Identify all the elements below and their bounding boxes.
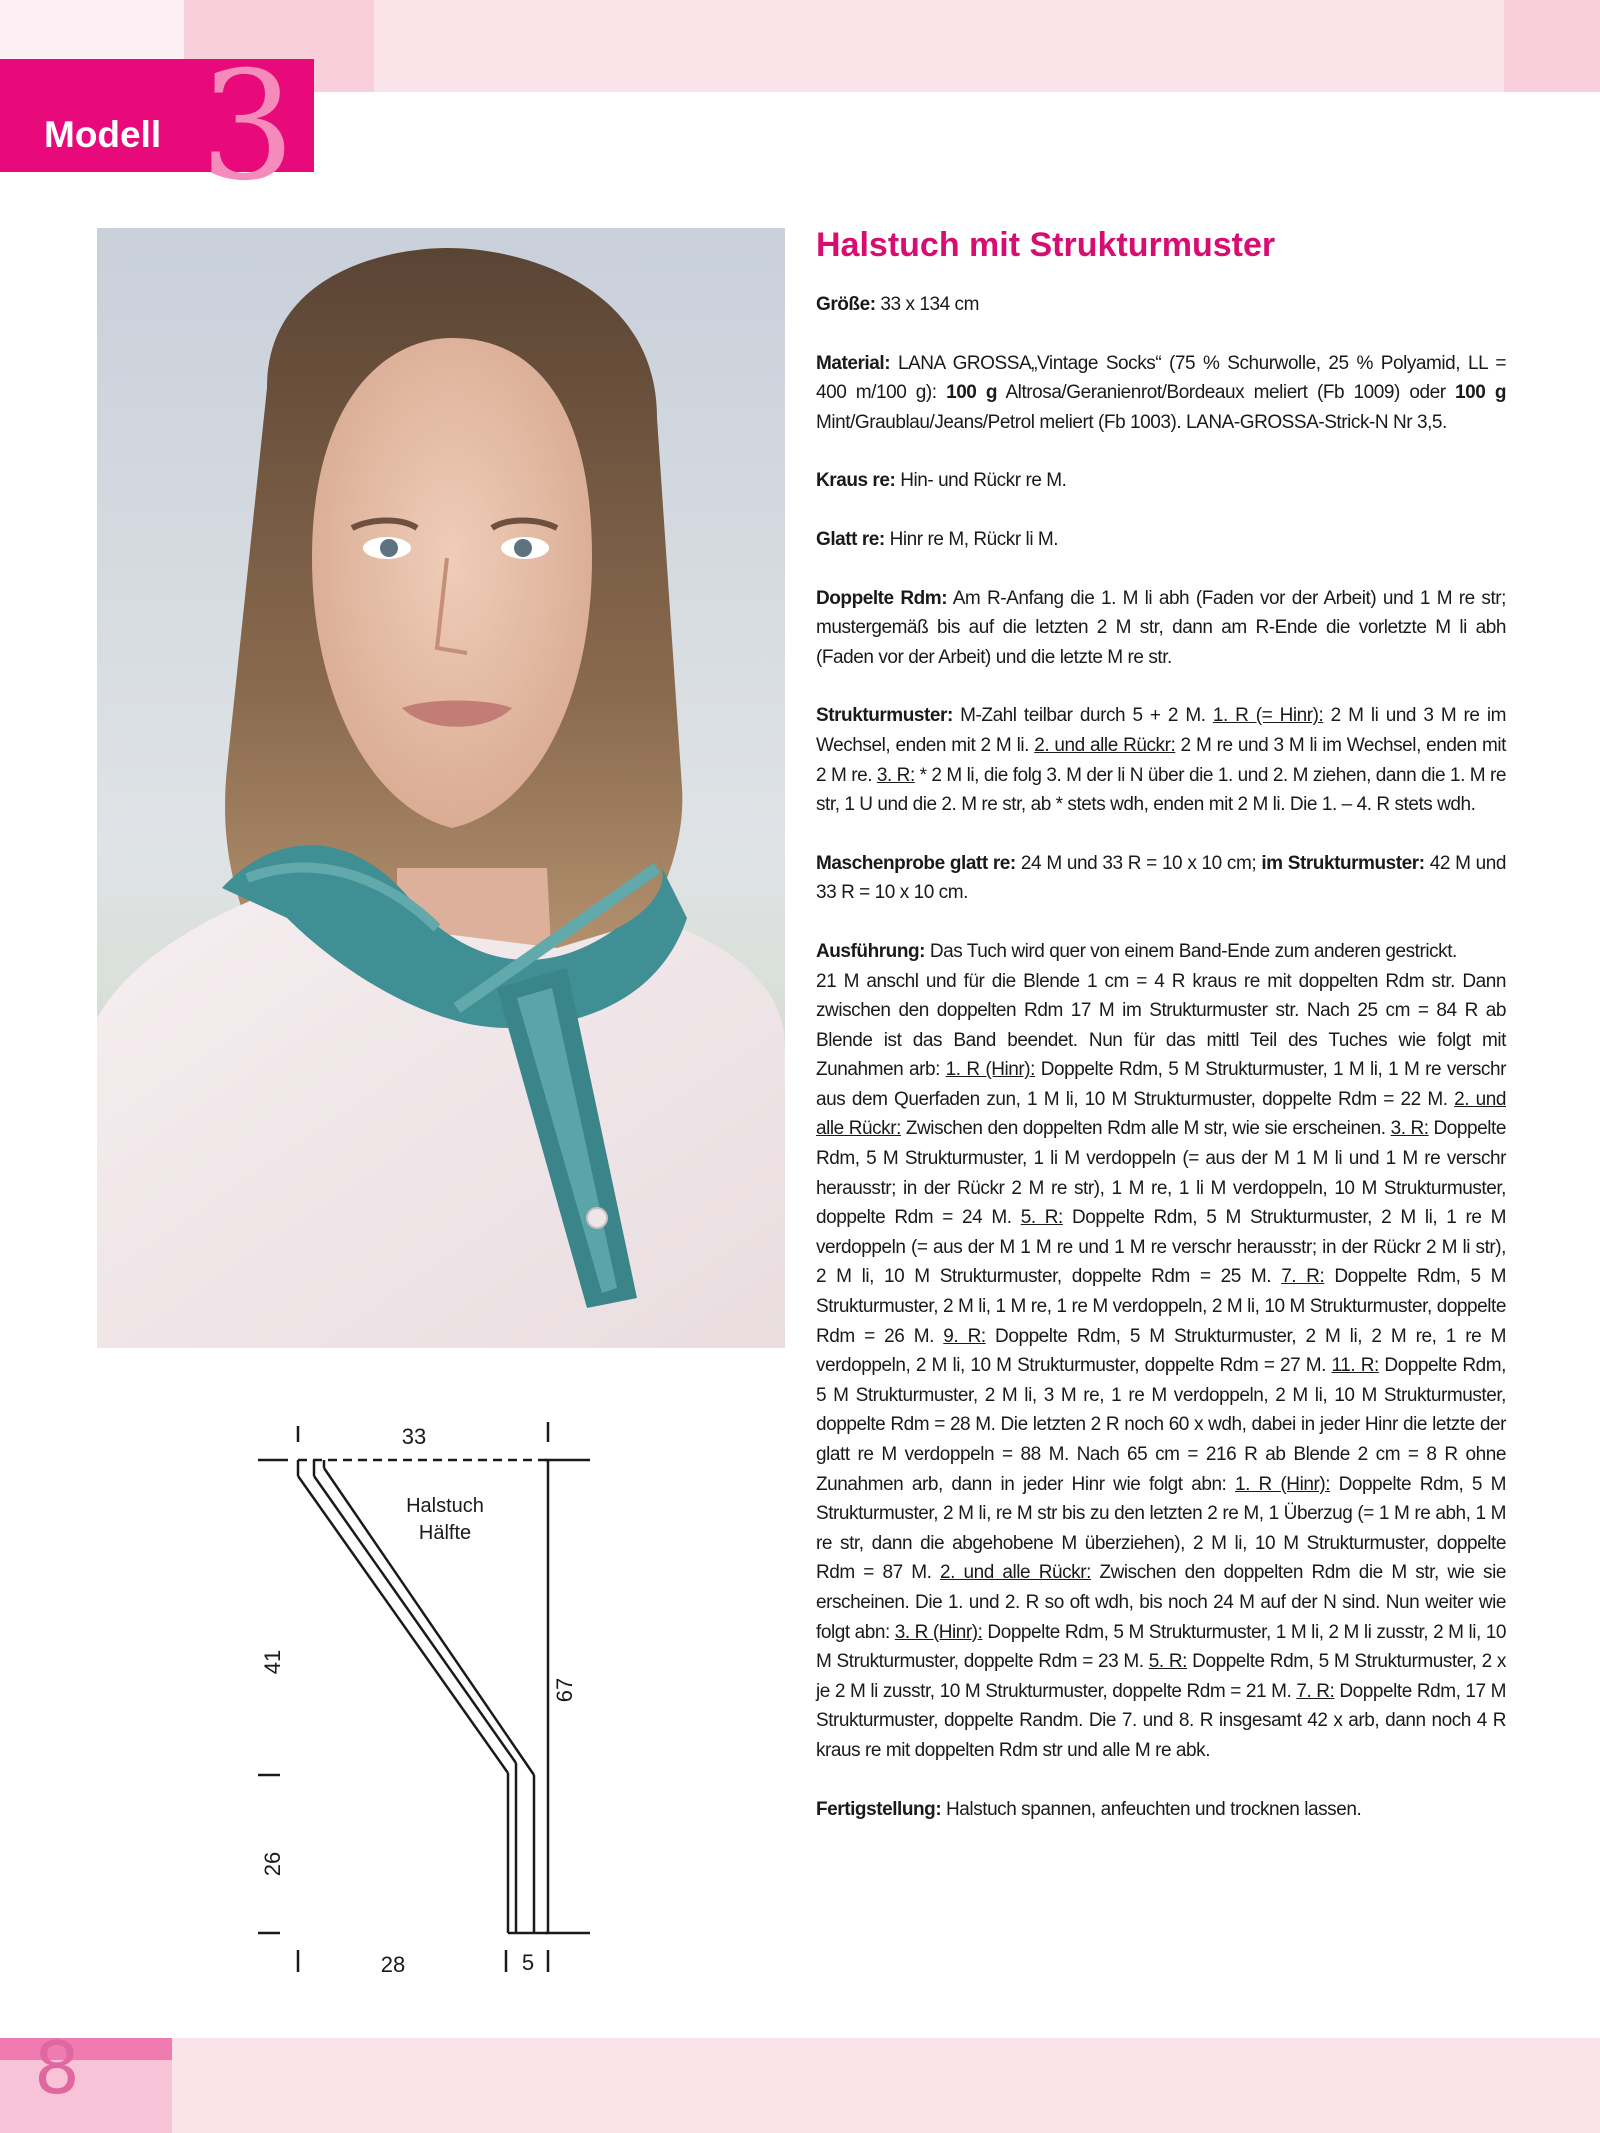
paragraph-maschenprobe <box>816 849 1506 908</box>
label-bold: Maschenprobe glatt re: <box>816 852 1016 874</box>
text-segment: LANA GROSSA„Vintage Socks“ (75 % Schurwolle, 25 % Polyamid, LL = 400 m/100 g): <box>816 352 1506 404</box>
page-number-stripe <box>0 2038 172 2060</box>
label-bold: Fertigstellung: <box>816 1798 942 1820</box>
label-bold: Größe: <box>816 294 876 315</box>
label-bold: 100 g <box>1455 382 1506 404</box>
row-reference: 7. R: <box>1296 1680 1335 1702</box>
top-band-light <box>0 0 184 60</box>
label-bold: Strukturmuster: <box>816 705 953 727</box>
dim-bottom-right: 5 <box>521 1950 535 1975</box>
text-segment: 33 x 134 cm <box>875 294 979 315</box>
text-segment: Doppelte Rdm, 17 M Strukturmuster, doppelte Randm. Die 7. und 8. R insgesamt 42 x arb, dann noch 4 R kraus re mit doppelten Rdm str und alle M re abk. <box>816 1680 1506 1761</box>
row-reference: 11. R: <box>1331 1355 1379 1377</box>
dim-bottom-left: 28 <box>380 1952 406 1977</box>
text-segment: 42 M und 33 R = 10 x 10 cm. <box>816 852 1506 904</box>
paragraph-size <box>816 290 1506 320</box>
row-reference: 1. R (Hinr): <box>1235 1473 1331 1495</box>
text-segment: Mint/Graublau/Jeans/Petrol meliert (Fb 1003). LANA-GROSSA-Strick-N Nr 3,5. <box>816 411 1447 433</box>
top-band-block-right <box>1504 0 1600 92</box>
text-segment: 2 M re und 3 M li im Wechsel, enden mit 2 M re. <box>816 734 1506 786</box>
dim-left-upper: 41 <box>260 1649 285 1675</box>
model-photo-illustration <box>97 228 785 1348</box>
row-reference: 2. und alle Rückr: <box>816 1088 1506 1140</box>
text-segment: Doppelte Rdm, 5 M Strukturmuster, 1 li M verdoppeln (= aus der M 1 M li und 1 M re verschr herausstr; in der Rückr 2 M re str), 1 M re, 1 li M verdoppeln, 10 M Strukturmuster, doppelte Rdm = 24 M. <box>816 1118 1506 1229</box>
row-reference: 1. R (= Hinr): <box>1212 705 1324 727</box>
text-segment: Doppelte Rdm, 5 M Strukturmuster, 2 M li, 3 M re, 1 re M verdoppeln, 2 M li, 10 M Strukturmuster, doppelte Rdm = 28 M. Die letzten 2 R noch 60 x wdh, dabei in jeder Hinr die letzte der glatt re M verdoppeln = 88 M. Nach 65 cm = 216 R ab Blende 2 cm = 8 R ohne Zunahmen arb, dann in jeder Hinr wie folgt abn: <box>816 1355 1506 1495</box>
label-bold: 100 g <box>946 382 998 404</box>
paragraph-ausfuehrung <box>816 937 1506 1766</box>
row-reference: 3. R: <box>1390 1118 1429 1140</box>
row-reference: 1. R (Hinr): <box>945 1059 1035 1081</box>
text-segment: * 2 M li, die folg 3. M der li N über die 1. und 2. M ziehen, dann die 1. M re str, 1 U und die 2. M re str, ab * stets wdh, enden mit 2 M li. Die 1. – 4. R stets wdh. <box>816 764 1507 816</box>
label-bold: Material: <box>816 352 891 374</box>
label-bold: Ausführung: <box>816 940 926 962</box>
pattern-title: Halstuch mit Strukturmuster <box>816 226 1276 264</box>
row-reference: 3. R: <box>876 764 915 786</box>
text-segment: M-Zahl teilbar durch 5 + 2 M. <box>952 705 1213 727</box>
row-reference: 3. R (Hinr): <box>894 1621 983 1643</box>
schematic-diagram <box>240 1400 610 2000</box>
paragraph-strukturmuster <box>816 701 1506 819</box>
row-reference: 2. und alle Rückr: <box>940 1562 1091 1584</box>
paragraph-material <box>816 349 1506 438</box>
page-number: 8 <box>34 2026 80 2110</box>
text-segment: Halstuch spannen, anfeuchten und trocknen lassen. <box>941 1798 1362 1820</box>
paragraph-doppelte-rdm <box>816 584 1506 673</box>
text-segment: Doppelte Rdm, 5 M Strukturmuster, 2 x je 2 M li zusstr, 10 M Strukturmuster, doppelte Rdm = 21 M. <box>816 1651 1506 1702</box>
text-segment: 21 M anschl und für die Blende 1 cm = 4 R kraus re mit doppelten Rdm str. Dann zwischen den doppelten Rdm 17 M im Strukturmuster str. Nach 25 cm = 84 R ab Blende ist das Band beendet. Nun für das mittl Teil des Tuches wie folgt mit Zunahmen arb: <box>816 970 1506 1081</box>
text-segment: Zwischen den doppelten Rdm alle M str, wie sie erscheinen. <box>900 1118 1391 1140</box>
paragraph-fertigstellung <box>816 1795 1506 1825</box>
label-bold: Kraus re: <box>816 470 896 492</box>
bottom-band <box>0 2038 1600 2133</box>
row-reference: 5. R: <box>1020 1207 1063 1229</box>
text-segment: Hinr re M, Rückr li M. <box>884 528 1059 550</box>
text-segment: Doppelte Rdm, 5 M Strukturmuster, 1 M li, 2 M li zusstr, 2 M li, 10 M Strukturmuster, doppelte Rdm = 23 M. <box>816 1621 1507 1673</box>
modell-label: Modell <box>44 114 162 155</box>
dim-left-lower: 26 <box>260 1851 285 1877</box>
row-reference: 5. R: <box>1148 1651 1188 1673</box>
text-segment: Altrosa/Geranienrot/Bordeaux meliert (Fb 1009) oder <box>997 382 1456 404</box>
text-segment: Doppelte Rdm, 5 M Strukturmuster, 1 M li, 1 M re verschr aus dem Querfaden zun, 1 M li, 10 M Strukturmuster, doppelte Rdm = 22 M. <box>816 1059 1506 1110</box>
diagram-label-line1: Halstuch <box>406 1495 484 1517</box>
text-segment: Das Tuch wird quer von einem Band-Ende zum anderen gestrickt. <box>925 940 1457 962</box>
paragraph-kraus <box>816 466 1506 496</box>
text-segment: Doppelte Rdm, 5 M Strukturmuster, 2 M li, 1 M re, 1 re M verdoppeln, 2 M li, 10 M Strukturmuster, doppelte Rdm = 26 M. <box>816 1266 1507 1347</box>
text-segment: Doppelte Rdm, 5 M Strukturmuster, 2 M li, re M str bis zu den letzten 2 re M, 1 Überzug (= 1 M re abh, 1 M re str, dann die abgehobene M überziehen), 2 M li, 10 M Strukturmuster, doppelte Rdm = 87 M. <box>816 1473 1507 1584</box>
label-bold: im Strukturmuster: <box>1261 852 1425 874</box>
row-reference: 2. und alle Rückr: <box>1034 734 1176 756</box>
text-segment: Zwischen den doppelten Rdm die M str, wie sie erscheinen. Die 1. und 2. R so oft wdh, bis noch 24 M auf der N sind. Nun weiter wie folgt abn: <box>816 1562 1506 1643</box>
row-reference: 9. R: <box>943 1325 986 1347</box>
label-bold: Doppelte Rdm: <box>816 587 948 609</box>
dim-top: 33 <box>401 1424 427 1449</box>
instructions-column <box>816 222 1506 1853</box>
dim-right: 67 <box>552 1677 577 1703</box>
row-reference: 7. R: <box>1281 1266 1325 1288</box>
paragraph-glatt <box>816 525 1506 555</box>
label-bold: Glatt re: <box>816 528 885 550</box>
diagram-label-line2: Hälfte <box>418 1522 472 1544</box>
modell-number: 3 <box>200 40 296 214</box>
text-segment: 2 M li und 3 M re im Wechsel, enden mit 2 M li. <box>816 705 1507 756</box>
text-segment: Am R-Anfang die 1. M li abh (Faden vor der Arbeit) und 1 M re str; mustergemäß bis auf die letzten 2 M str, dann am R-Ende die vorletzte M li abh (Faden vor der Arbeit) und die letzte M re str. <box>816 587 1506 668</box>
instructions-body <box>816 290 1506 1824</box>
text-segment: Doppelte Rdm, 5 M Strukturmuster, 2 M li, 2 M re, 1 re M verdoppeln, 2 M li, 10 M Strukturmuster, doppelte Rdm = 27 M. <box>816 1325 1507 1377</box>
text-segment: 24 M und 33 R = 10 x 10 cm; <box>1015 852 1262 874</box>
text-segment: Hin- und Rückr re M. <box>895 470 1067 492</box>
model-photo <box>97 228 785 1348</box>
text-segment: Doppelte Rdm, 5 M Strukturmuster, 2 M li, 1 re M verdoppeln (= aus der M 1 M re und 1 M re verschr herausstr; in der Rückr 2 M li str), 2 M li, 10 M Strukturmuster, doppelte Rdm = 25 M. <box>816 1207 1507 1288</box>
scarf-half-schematic <box>240 1400 610 2000</box>
